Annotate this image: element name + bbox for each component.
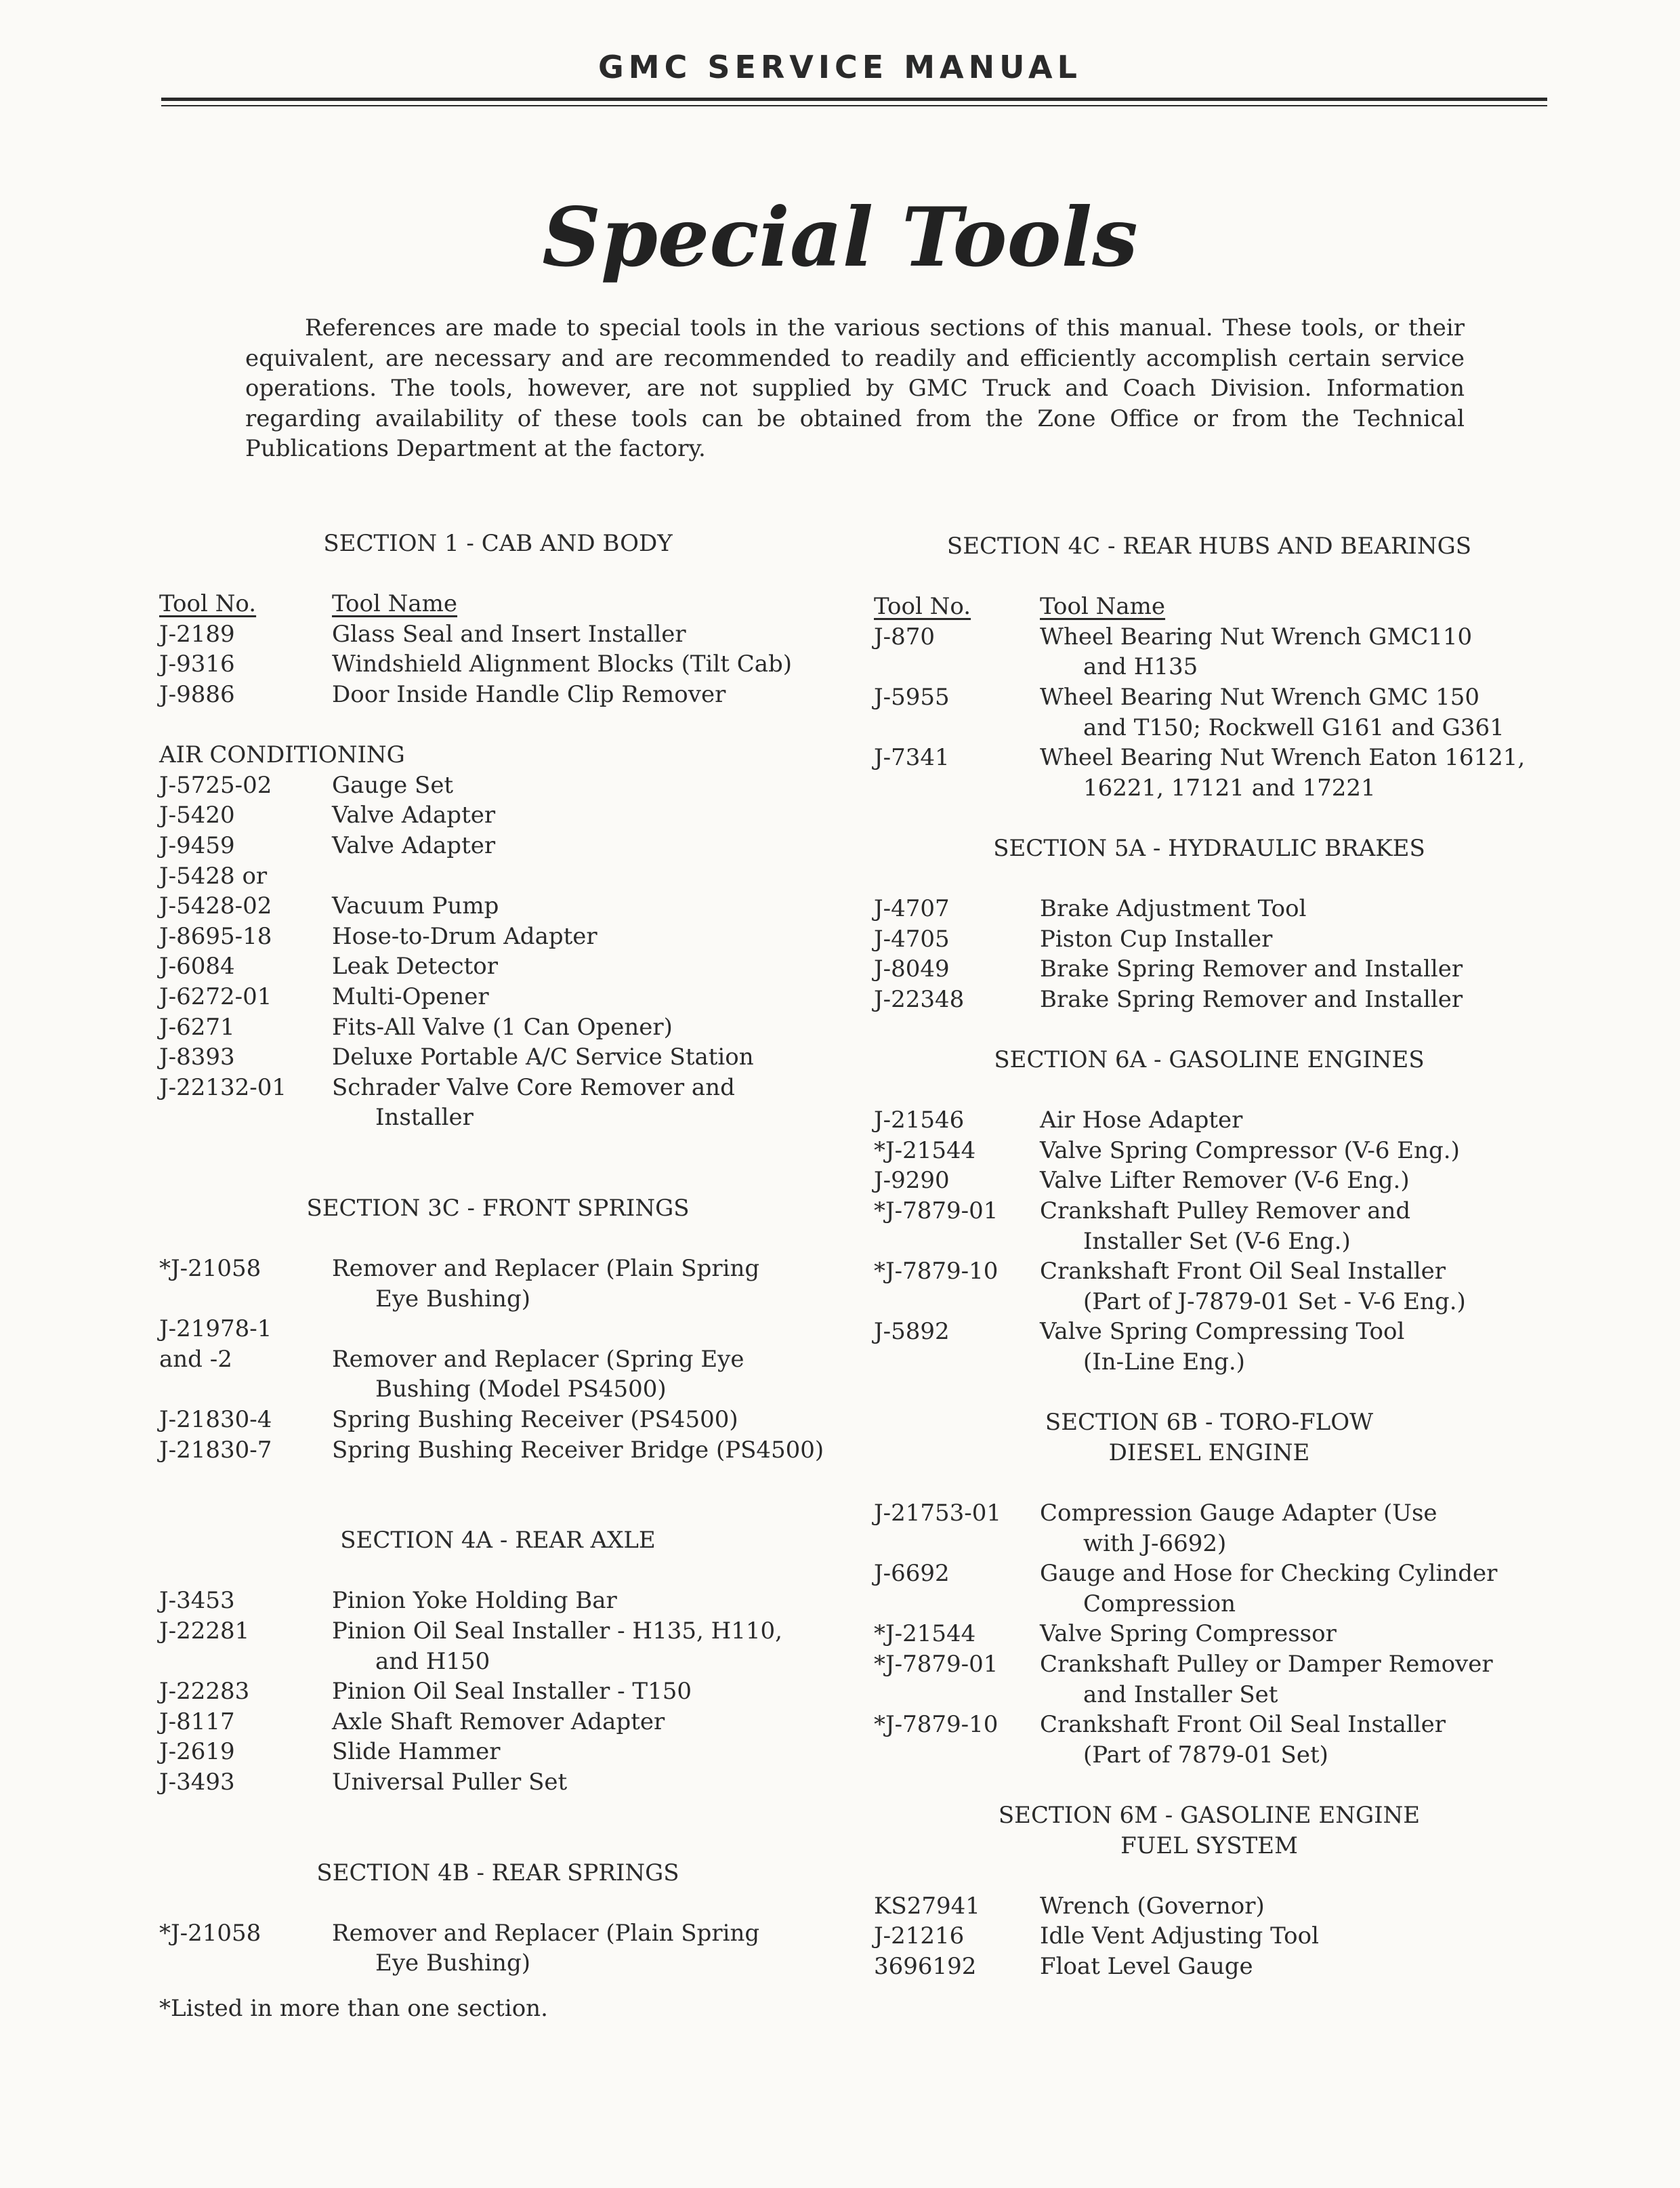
tool-name: Compression Gauge Adapter (Use (1040, 1500, 1437, 1527)
tool-name: Pinion Oil Seal Installer - H135, H110, (332, 1617, 782, 1645)
tool-name: with J-6692) (1083, 1529, 1227, 1557)
table-row (874, 1710, 1545, 1740)
tool-number: J-5725-02 (159, 771, 272, 799)
footnote: *Listed in more than one section. (159, 1994, 548, 2022)
table-row (159, 1073, 837, 1103)
table-row (159, 861, 837, 892)
tool-number (159, 1647, 332, 1677)
column-header-row (874, 592, 1545, 622)
tool-number: J-6692 (874, 1560, 950, 1588)
tool-number: J-9886 (159, 680, 235, 708)
table-row (874, 652, 1545, 682)
table-row (159, 680, 837, 710)
tool-number: J-8393 (159, 1044, 235, 1071)
tool-number: J-7341 (874, 744, 950, 772)
tool-name: Gauge and Hose for Checking Cylinder (1040, 1560, 1498, 1588)
tool-name: Deluxe Portable A/C Service Station (332, 1044, 754, 1071)
tool-name: and H150 (375, 1647, 490, 1675)
table-row (874, 924, 1545, 955)
table-row (159, 1344, 837, 1375)
tool-name-header-label: Tool Name (1040, 593, 1166, 621)
tool-name: Remover and Replacer (Spring Eye (332, 1345, 744, 1373)
tool-number: and -2 (159, 1345, 232, 1373)
table-row (874, 1891, 1545, 1922)
tool-number: *J-21544 (874, 1620, 976, 1648)
table-row (159, 1918, 837, 1949)
table-row (159, 1948, 837, 1979)
tool-name: Multi-Opener (332, 983, 489, 1010)
tool-name: (Part of J-7879-01 Set - V-6 Eng.) (1083, 1287, 1466, 1315)
table-row (159, 770, 837, 801)
tool-number (874, 1740, 1040, 1771)
tool-name: Valve Lifter Remover (V-6 Eng.) (1040, 1167, 1410, 1195)
tool-number: J-21216 (874, 1922, 965, 1950)
tool-number: *J-7879-01 (874, 1650, 999, 1678)
tool-name: Remover and Replacer (Plain Spring (332, 1919, 760, 1947)
tool-number: *J-21058 (159, 1255, 261, 1283)
table-row (159, 1435, 837, 1466)
tool-name-header-label: Tool Name (332, 590, 458, 618)
tool-number: J-870 (874, 623, 936, 651)
table-row (874, 622, 1545, 653)
tool-name: and H135 (1083, 653, 1198, 681)
section-heading: SECTION 1 - CAB AND BODY (323, 530, 673, 557)
tool-number (159, 1102, 332, 1133)
tool-number (874, 1287, 1040, 1317)
table-row (874, 1529, 1545, 1559)
table-row (874, 1559, 1545, 1589)
tool-number: J-3493 (159, 1768, 235, 1796)
table-row (874, 1619, 1545, 1649)
tool-name: Installer Set (V-6 Eng.) (1083, 1227, 1351, 1255)
tool-name: Valve Adapter (332, 802, 496, 829)
column-header-row (159, 589, 837, 619)
table-row (159, 1676, 837, 1707)
tool-name: Brake Adjustment Tool (1040, 895, 1307, 923)
header-rule-thick (161, 98, 1547, 101)
tool-number: *J-21058 (159, 1919, 261, 1947)
tool-number: J-5428 or (159, 862, 268, 890)
table-row (159, 1374, 837, 1405)
tool-number: J-4707 (874, 895, 950, 923)
tool-name-header (332, 589, 837, 619)
tool-number (874, 652, 1040, 682)
tool-number: *J-7879-01 (874, 1197, 999, 1225)
tool-number: J-9290 (874, 1167, 950, 1195)
tool-number: J-22281 (159, 1617, 250, 1645)
tool-name: Slide Hammer (332, 1738, 501, 1766)
tool-name: Hose-to-Drum Adapter (332, 922, 597, 950)
table-row (874, 713, 1545, 743)
section-heading: SECTION 6M - GASOLINE ENGINE (998, 1801, 1421, 1829)
tool-number (159, 1948, 332, 1979)
tool-name: Pinion Yoke Holding Bar (332, 1587, 617, 1615)
tool-name: Eye Bushing) (375, 1285, 530, 1313)
table-row (159, 1737, 837, 1767)
intro-paragraph: References are made to special tools in the various sections of this manual. These tools, or their equivalent, are necessary and are recommended to readily and efficiently accomplish certain service operations. The tools, however, are not supplied by GMC Truck and Coach Division. Information regarding availability of these tools can be obtained from the Zone Office or from the Technical Publications Department at the factory. (245, 314, 1465, 463)
tool-number (159, 1374, 332, 1405)
tool-name: Installer (375, 1104, 474, 1132)
table-row (159, 1405, 837, 1435)
tool-name: Universal Puller Set (332, 1768, 568, 1796)
section-heading: SECTION 6B - TORO-FLOW (1045, 1409, 1374, 1437)
tool-number: J-6084 (159, 953, 235, 981)
tool-name: Remover and Replacer (Plain Spring (332, 1255, 760, 1283)
tool-name: Wheel Bearing Nut Wrench GMC110 (1040, 623, 1473, 651)
tool-number: J-21753-01 (874, 1500, 1002, 1527)
table-row (874, 1680, 1545, 1710)
tool-no-header (159, 589, 332, 619)
tool-name: Idle Vent Adjusting Tool (1040, 1922, 1319, 1950)
tool-name: Valve Spring Compressing Tool (1040, 1318, 1405, 1346)
table-row (159, 951, 837, 982)
table-row (159, 1102, 837, 1133)
tool-number (874, 1347, 1040, 1378)
tool-number: J-9316 (159, 651, 235, 678)
tool-number: J-21978-1 (159, 1315, 272, 1343)
tool-name-header (1040, 592, 1545, 622)
tool-number: *J-7879-10 (874, 1711, 999, 1739)
tool-number: J-22283 (159, 1678, 250, 1706)
section-heading: SECTION 4C - REAR HUBS AND BEARINGS (946, 533, 1472, 560)
table-row (874, 1136, 1545, 1166)
tool-name: Gauge Set (332, 771, 454, 799)
table-row (159, 1284, 837, 1315)
table-row (874, 1589, 1545, 1619)
section-heading: SECTION 3C - FRONT SPRINGS (306, 1194, 690, 1222)
tool-name (332, 861, 837, 892)
tool-number: J-8117 (159, 1708, 235, 1735)
tool-name: (Part of 7879-01 Set) (1083, 1741, 1328, 1769)
tool-number: J-8049 (874, 955, 950, 983)
tool-name: Spring Bushing Receiver (PS4500) (332, 1406, 738, 1434)
table-row (874, 682, 1545, 713)
tool-number: J-3453 (159, 1587, 235, 1615)
tool-name: and T150; Rockwell G161 and G361 (1083, 714, 1505, 741)
tool-number: J-5428-02 (159, 892, 272, 920)
table-row (159, 619, 837, 650)
table-row (159, 1254, 837, 1284)
table-row (159, 1314, 837, 1344)
tool-name: Wheel Bearing Nut Wrench Eaton 16121, (1040, 744, 1526, 772)
tool-name: Brake Spring Remover and Installer (1040, 985, 1463, 1013)
tool-number (874, 1680, 1040, 1710)
subsection-heading: AIR CONDITIONING (159, 741, 405, 769)
tool-number: *J-7879-10 (874, 1258, 999, 1285)
tool-number (874, 1589, 1040, 1619)
tool-number: J-6272-01 (159, 983, 272, 1010)
tool-no-header-label: Tool No. (874, 593, 971, 621)
tool-name: Door Inside Handle Clip Remover (332, 680, 726, 708)
tool-number (874, 773, 1040, 804)
table-row (159, 1647, 837, 1677)
right-column (874, 531, 1545, 1982)
tool-name: Crankshaft Front Oil Seal Installer (1040, 1711, 1446, 1739)
tool-no-header (874, 592, 1040, 622)
tool-name: Bushing (Model PS4500) (375, 1376, 667, 1403)
tool-name: and Installer Set (1083, 1680, 1278, 1708)
tool-name: Compression (1083, 1590, 1236, 1617)
tool-number (874, 1529, 1040, 1559)
section-heading: SECTION 6A - GASOLINE ENGINES (994, 1046, 1425, 1074)
tool-name (332, 1314, 837, 1344)
tool-name: Windshield Alignment Blocks (Tilt Cab) (332, 651, 793, 678)
tool-number: J-21830-7 (159, 1436, 272, 1464)
table-row (874, 1165, 1545, 1196)
table-row (159, 891, 837, 922)
tool-number: J-2189 (159, 620, 235, 648)
table-row (874, 1498, 1545, 1529)
table-row (159, 1767, 837, 1798)
table-row (874, 1196, 1545, 1226)
tool-name: Schrader Valve Core Remover and (332, 1073, 735, 1101)
tool-number: J-5420 (159, 802, 235, 829)
tool-name: Valve Spring Compressor (1040, 1620, 1337, 1648)
tool-number: 3696192 (874, 1952, 977, 1980)
table-row (874, 985, 1545, 1015)
table-row (159, 831, 837, 861)
tool-number: J-9459 (159, 831, 235, 859)
table-row (874, 954, 1545, 985)
table-row (874, 1921, 1545, 1952)
tool-name: Pinion Oil Seal Installer - T150 (332, 1678, 692, 1706)
tool-name: Piston Cup Installer (1040, 925, 1273, 953)
tool-number: J-22132-01 (159, 1073, 287, 1101)
table-row (874, 773, 1545, 804)
tool-number: J-4705 (874, 925, 950, 953)
table-row (874, 1105, 1545, 1136)
table-row (159, 1012, 837, 1043)
tool-name: Air Hose Adapter (1040, 1107, 1243, 1134)
table-row (159, 1707, 837, 1737)
tool-name: Crankshaft Pulley Remover and (1040, 1197, 1411, 1225)
table-row (874, 1740, 1545, 1771)
tool-number: J-8695-18 (159, 922, 272, 950)
section-heading: SECTION 4B - REAR SPRINGS (316, 1859, 679, 1886)
tool-name: Crankshaft Pulley or Damper Remover (1040, 1650, 1493, 1678)
table-row (874, 894, 1545, 924)
tool-name: Vacuum Pump (332, 892, 499, 920)
header-rule-thin (161, 105, 1547, 106)
section-heading: SECTION 5A - HYDRAULIC BRAKES (993, 834, 1425, 862)
section-heading: DIESEL ENGINE (1108, 1439, 1310, 1466)
tool-name: Valve Adapter (332, 831, 496, 859)
tool-number: J-5955 (874, 683, 950, 711)
tool-name: Spring Bushing Receiver Bridge (PS4500) (332, 1436, 824, 1464)
tool-number: J-21546 (874, 1107, 965, 1134)
table-row (159, 1042, 837, 1073)
table-row (874, 1347, 1545, 1378)
tool-name: Wrench (Governor) (1040, 1892, 1265, 1920)
table-row (874, 743, 1545, 773)
tool-name: Axle Shaft Remover Adapter (332, 1708, 665, 1735)
section-heading: FUEL SYSTEM (1120, 1832, 1298, 1859)
table-row (874, 1226, 1545, 1257)
tool-name: Glass Seal and Insert Installer (332, 620, 686, 648)
tool-name: Fits-All Valve (1 Can Opener) (332, 1013, 673, 1041)
tool-number: *J-21544 (874, 1136, 976, 1164)
table-row (874, 1952, 1545, 1982)
tool-number (159, 1284, 332, 1315)
tool-name: Brake Spring Remover and Installer (1040, 955, 1463, 983)
tool-name: Leak Detector (332, 953, 498, 981)
tool-number (874, 1226, 1040, 1257)
manual-header: GMC SERVICE MANUAL (598, 49, 1082, 85)
tool-name: (In-Line Eng.) (1083, 1348, 1245, 1376)
section-heading: SECTION 4A - REAR AXLE (340, 1527, 656, 1554)
table-row (874, 1287, 1545, 1317)
tool-name: Valve Spring Compressor (V-6 Eng.) (1040, 1136, 1460, 1164)
tool-number: KS27941 (874, 1892, 980, 1920)
table-row (159, 1586, 837, 1616)
table-row (874, 1256, 1545, 1287)
tool-name: 16221, 17121 and 17221 (1083, 774, 1376, 802)
table-row (159, 982, 837, 1012)
tool-name: Float Level Gauge (1040, 1952, 1253, 1980)
left-column (159, 529, 837, 2024)
table-row (159, 922, 837, 952)
tool-number: J-2619 (159, 1738, 235, 1766)
table-row (159, 1616, 837, 1647)
tool-no-header-label: Tool No. (159, 590, 257, 618)
tool-number: J-6271 (159, 1013, 235, 1041)
tool-name: Crankshaft Front Oil Seal Installer (1040, 1258, 1446, 1285)
tool-number: J-21830-4 (159, 1406, 272, 1434)
tool-number: J-22348 (874, 985, 965, 1013)
tool-number: J-5892 (874, 1318, 950, 1346)
table-row (874, 1317, 1545, 1347)
table-row (159, 800, 837, 831)
tool-number (874, 713, 1040, 743)
tool-name: Eye Bushing) (375, 1949, 530, 1977)
table-row (159, 649, 837, 680)
table-row (874, 1649, 1545, 1680)
tool-name: Wheel Bearing Nut Wrench GMC 150 (1040, 683, 1479, 711)
page-title: Special Tools (542, 190, 1138, 285)
